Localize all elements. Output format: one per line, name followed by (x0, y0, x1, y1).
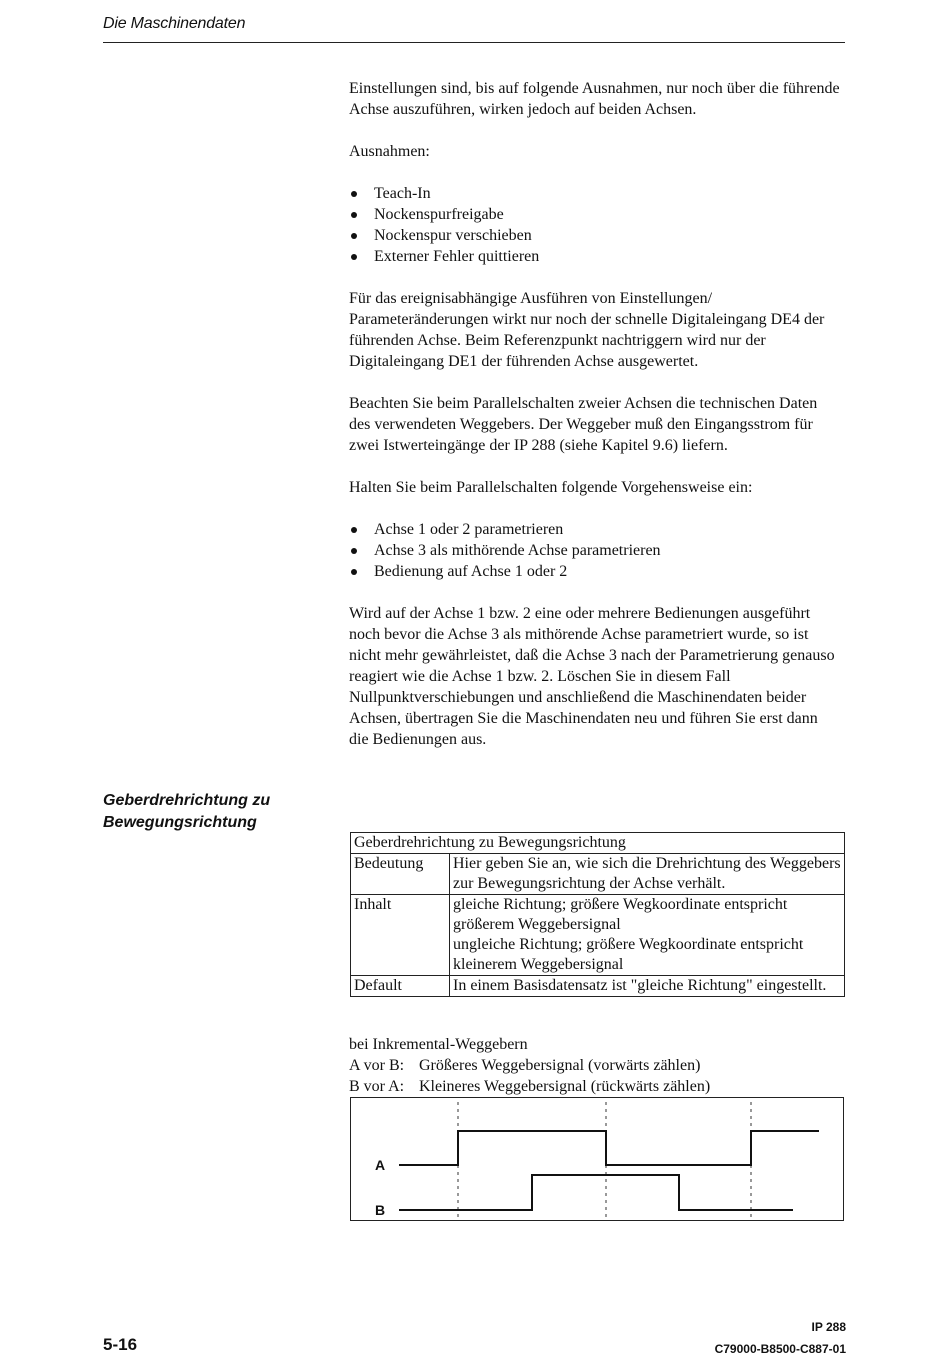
table-row (351, 833, 845, 854)
signal-a-waveform (399, 1131, 819, 1165)
list-item: Achse 3 als mithörende Achse parametrieren (349, 540, 841, 561)
table-row (351, 854, 845, 895)
signal-value: Kleineres Weggebersignal (rückwärts zählen) (419, 1078, 711, 1095)
side-heading: Geberdrehrichtung zu Bewegungsrichtung (103, 792, 271, 831)
main-text (349, 78, 841, 771)
list-item: Nockenspur verschieben (349, 225, 841, 246)
header-rule (103, 42, 845, 43)
table-cell-line: Hier geben Sie an, wie sich die Drehrichtung des Weggebers zur Bewegungsrichtung der Achse verhält. (453, 855, 841, 892)
footer-info (715, 1316, 846, 1360)
paragraph-procedure-label: Halten Sie beim Parallelschalten folgende Vorgehensweise ein: (349, 479, 753, 496)
table-title: Geberdrehrichtung zu Bewegungsrichtung (351, 833, 845, 854)
page-number: 5-16 (103, 1335, 138, 1354)
signal-row-b-before-a (349, 1076, 844, 1097)
signal-intro: bei Inkremental-Weggebern (349, 1036, 528, 1053)
parameter-table (350, 832, 845, 997)
footer-product: IP 288 (811, 1320, 846, 1334)
table-label: Inhalt (351, 895, 450, 976)
paragraph-exceptions-label: Ausnahmen: (349, 143, 430, 160)
list-item: Bedienung auf Achse 1 oder 2 (349, 561, 841, 582)
table-cell (450, 895, 845, 976)
list-item: Externer Fehler quittieren (349, 246, 841, 267)
pulse-diagram (350, 1097, 844, 1221)
table-cell-line: ungleiche Richtung; größere Wegkoordinate entspricht kleinerem Weggebersignal (453, 936, 804, 973)
table-cell-line: gleiche Richtung; größere Wegkoordinate entspricht größerem Weggebersignal (453, 896, 788, 933)
table-row (351, 895, 845, 976)
table-label: Bedeutung (351, 854, 450, 895)
signal-b-label: B (375, 1202, 386, 1218)
list-item: Achse 1 oder 2 parametrieren (349, 519, 841, 540)
footer-order-number: C79000-B8500-C887-01 (714, 1342, 846, 1356)
list-item: Teach-In (349, 183, 841, 204)
table-row (351, 976, 845, 997)
paragraph-warning: Wird auf der Achse 1 bzw. 2 eine oder mehrere Bedienungen ausgeführt noch bevor die Achse 3 als mithörende Achse parametriert wurde, so ist nicht mehr gewährleistet, daß die Achse 3 nach der Parametrierung genauso reagiert wie die Achse 1 bzw. 2. Löschen Sie in diesem Fall Nullpunktverschiebungen und anschließend die Maschinendaten beider Achsen, übertragen Sie die Maschinendaten neu und führen Sie erst dann die Bedienungen aus. (349, 605, 835, 748)
table-label: Default (351, 976, 450, 997)
procedure-list (349, 519, 841, 582)
paragraph-digital-input: Für das ereignisabhängige Ausführen von Einstellungen/ Parameteränderungen wirkt nur noch der schnelle Digitaleingang DE4 der führenden Achse. Beim Referenzpunkt nachtriggern wird nur der Digitaleingang DE1 der führenden Achse ausgewertet. (349, 290, 825, 370)
table-cell (450, 854, 845, 895)
signal-key: A vor B: (349, 1057, 405, 1074)
signal-key: B vor A: (349, 1078, 405, 1095)
table-cell-line: In einem Basisdatensatz ist "gleiche Richtung" eingestellt. (453, 977, 827, 994)
paragraph-encoder-data: Beachten Sie beim Parallelschalten zweier Achsen die technischen Daten des verwendeten Weggebers. Der Weggeber muß den Eingangsstrom für zwei Istwerteingänge der IP 288 (siehe Kapitel 9.6) liefern. (349, 395, 818, 454)
running-header-title: Die Maschinendaten (103, 15, 246, 32)
signal-a-label: A (375, 1157, 386, 1173)
signal-value: Größeres Weggebersignal (vorwärts zählen) (419, 1057, 701, 1074)
pulse-diagram-svg (351, 1098, 843, 1220)
signal-row-a-before-b (349, 1055, 844, 1076)
paragraph-settings: Einstellungen sind, bis auf folgende Ausnahmen, nur noch über die führende Achse auszuführen, wirken jedoch auf beiden Achsen. (349, 80, 840, 118)
signal-description (349, 1034, 844, 1097)
list-item: Nockenspurfreigabe (349, 204, 841, 225)
exceptions-list (349, 183, 841, 267)
diagram-guides (458, 1102, 751, 1218)
table-cell (450, 976, 845, 997)
